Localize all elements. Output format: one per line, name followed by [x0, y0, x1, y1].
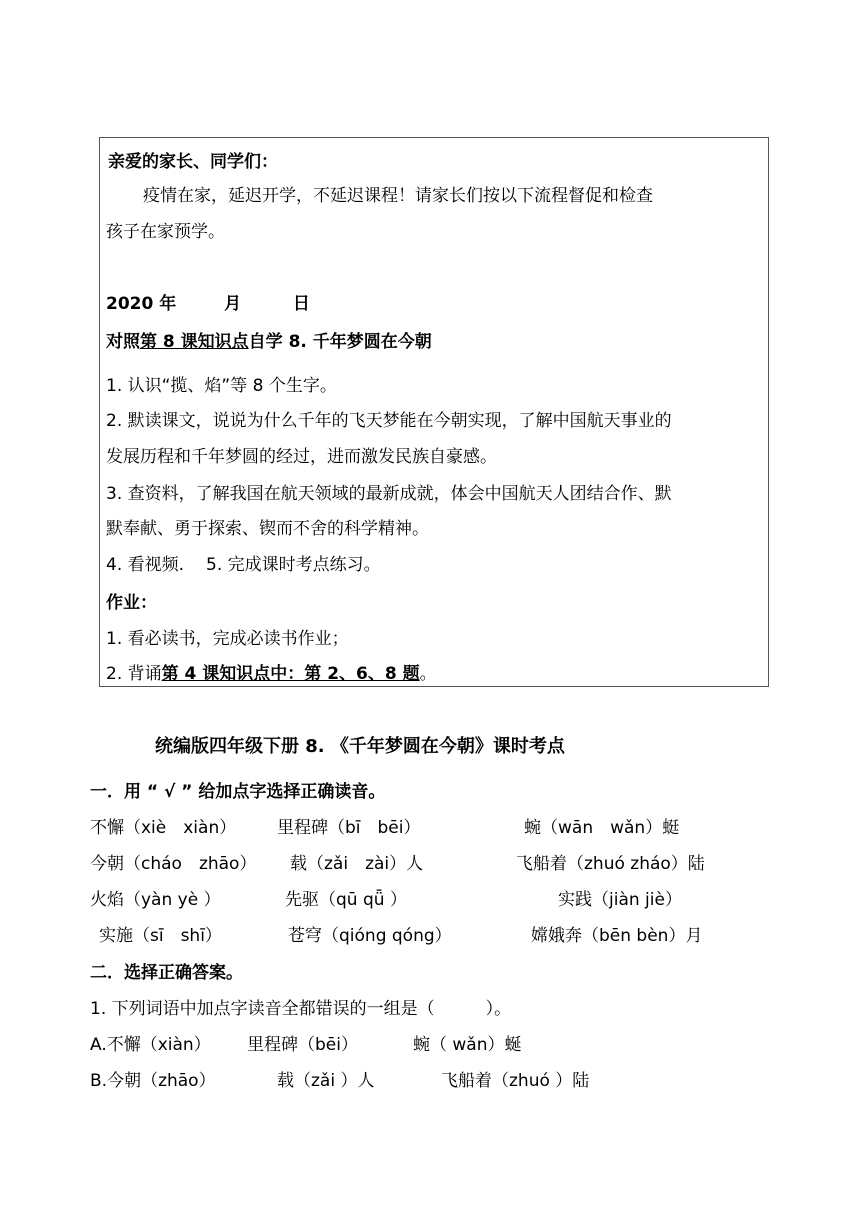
lesson-prefix: 对照	[106, 332, 140, 352]
pinyin-item: 火焰（yàn yè ）	[90, 890, 221, 910]
lesson-mid: 自学	[248, 332, 289, 352]
section-1-heading: 一．用 “ √ ” 给加点字选择正确读音。	[90, 782, 386, 802]
question-1: 1. 下列词语中加点字读音全都错误的一组是（ ）。	[90, 999, 512, 1019]
goal-1: 1. 认识“揽、焰”等 8 个生字。	[106, 376, 337, 396]
goal-5: 5. 完成课时考点练习。	[206, 555, 381, 575]
option-b-item: 飞船着（zhuó ）陆	[441, 1071, 590, 1091]
lesson-underlined: 第 8 课知识点	[140, 332, 249, 352]
goal-2a: 2. 默读课文，说说为什么千年的飞天梦能在今朝实现，了解中国航天事业的	[106, 411, 672, 431]
pinyin-item: 嫦娥奔（bēn bèn）月	[531, 926, 703, 946]
goal-2b: 发展历程和千年梦圆的经过，进而激发民族自豪感。	[106, 447, 497, 467]
pinyin-item: 飞船着（zhuó zháo）陆	[516, 854, 705, 874]
lesson-line	[106, 330, 432, 354]
homework-2-prefix: 2. 背诵	[106, 664, 162, 684]
option-a-item: 蜿（ wǎn）蜒	[413, 1035, 522, 1055]
homework-2-underlined: 第 4 课知识点中：第 2、6、8 题	[161, 664, 420, 684]
greeting: 亲爱的家长、同学们：	[108, 152, 278, 172]
pinyin-item: 先驱（qū qǖ ）	[285, 890, 407, 910]
quiz-title: 统编版四年级下册 8. 《千年梦圆在今朝》课时考点	[155, 736, 565, 757]
goal-4: 4. 看视频.	[106, 555, 185, 575]
homework-1: 1. 看必读书，完成必读书作业；	[106, 629, 349, 649]
intro-line-1: 疫情在家，延迟开学，不延迟课程！请家长们按以下流程督促和检查	[143, 186, 653, 206]
pinyin-item: 实施（sī shī）	[99, 926, 222, 946]
homework-label: 作业：	[106, 593, 157, 613]
pinyin-item: 苍穹（qióng qóng）	[288, 926, 452, 946]
pinyin-item: 不懈（xiè xiàn）	[90, 818, 237, 838]
pinyin-item: 蜿（wān wǎn）蜓	[524, 818, 680, 838]
option-a-item: 里程碑（bēi）	[247, 1035, 358, 1055]
intro-line-2: 孩子在家预学。	[106, 222, 225, 242]
date-line	[106, 292, 310, 316]
goal-3a: 3. 查资料，了解我国在航天领域的最新成就，体会中国航天人团结合作、默	[106, 484, 672, 504]
goal-4-5	[106, 553, 381, 577]
date-day: 日	[292, 294, 310, 314]
homework-2-suffix: 。	[419, 664, 437, 684]
date-month: 月	[224, 294, 242, 314]
option-a-item: A.不懈（xiàn）	[90, 1035, 211, 1055]
pinyin-item: 实践（jiàn jiè）	[558, 890, 682, 910]
homework-2	[106, 662, 437, 686]
pinyin-item: 今朝（cháo zhāo）	[90, 854, 257, 874]
section-2-heading: 二．选择正确答案。	[90, 963, 243, 983]
option-b-item: B.今朝（zhāo）	[90, 1071, 216, 1091]
lesson-title: 8. 千年梦圆在今朝	[288, 332, 432, 352]
goal-3b: 默奉献、勇于探索、锲而不舍的科学精神。	[106, 519, 429, 539]
pinyin-item: 载（zǎi zài）人	[290, 854, 424, 874]
date-year: 2020 年	[106, 294, 177, 314]
option-b-item: 载（zǎi ）人	[277, 1071, 375, 1091]
pinyin-item: 里程碑（bī bēi）	[277, 818, 421, 838]
